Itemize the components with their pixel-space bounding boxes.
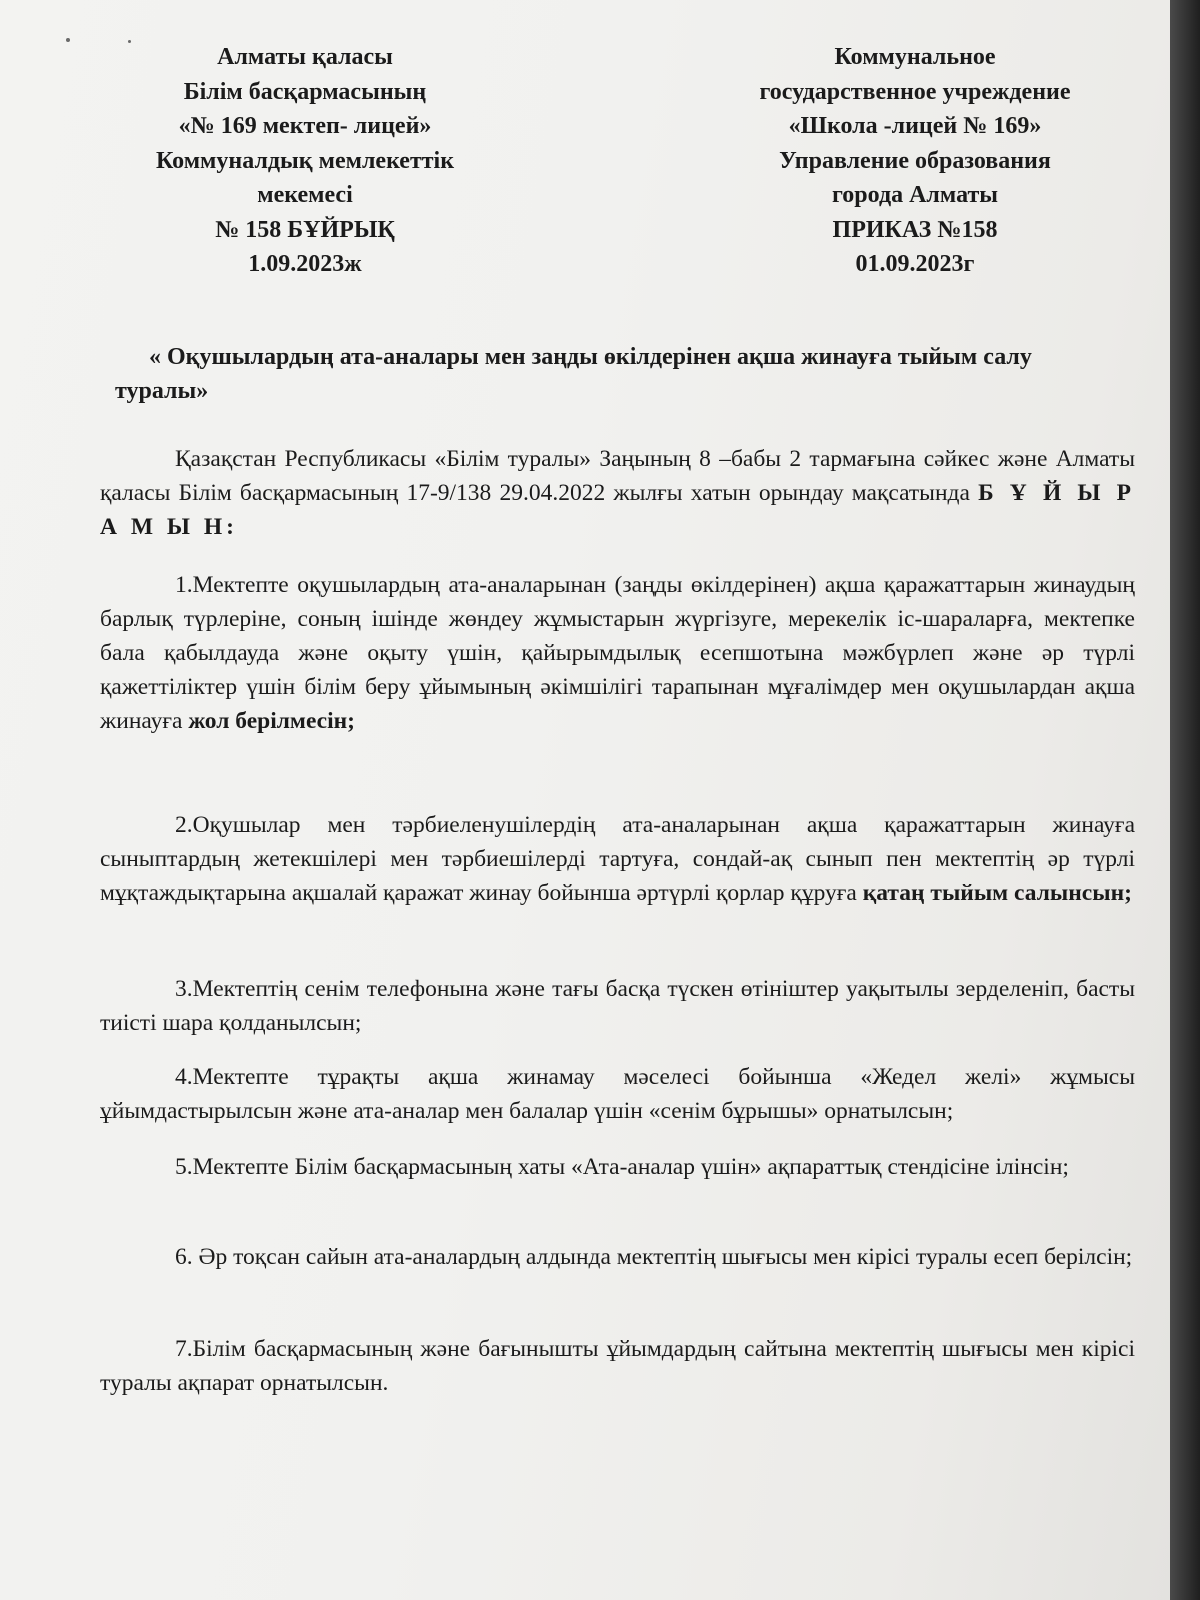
header-left-line: Алматы қаласы [217,44,393,70]
order-item-7 [100,1332,1135,1400]
order-number-kz: № 158 БҰЙРЫҚ [215,216,395,243]
header-right-line: города Алматы [832,182,998,208]
preamble-text: Қазақстан Республикасы «Білім туралы» Заңының 8 –бабы 2 тармағына сәйкес және Алматы қаласы Білім басқармасының 17-9/138 29.04.2022 жылғы хатын орындау мақсатында [100,446,1135,506]
header-left-line: Білім басқармасының [183,78,427,105]
header-russian [700,40,1130,282]
document-title: « Оқушылардың ата-аналары мен заңды өкілдерінен ақша жинауға тыйым салу туралы» [115,344,1032,404]
header-right-line: Коммунальное [834,44,996,70]
order-item-emphasis: жол берілмесін; [188,708,355,734]
order-item-4 [100,1060,1135,1128]
background-edge [1170,0,1200,1600]
order-number-ru: ПРИКАЗ №158 [832,216,998,243]
order-item-text: 2.Оқушылар мен тәрбиеленушілердің ата-аналарынан ақша қаражаттарын жинауға сыныптардың жетекшілері мен тәрбиешілерді тартуға, сондай-ақ сынып пен мектептің әр түрлі мұқтаждықтарына ақшалай қаражат жинау бойынша әртүрлі қорлар құруға [100,812,1135,906]
header-kazakh [95,40,515,282]
header-right-line: «Школа -лицей № 169» [788,113,1042,139]
header-right-line: Управление образования [779,147,1051,174]
header-right-line: государственное учреждение [759,78,1071,105]
order-item-text: 5.Мектепте Білім басқармасының хаты «Ата-аналар үшін» ақпараттық стендісіне ілінсін; [175,1154,1069,1180]
paper-speck [66,38,70,42]
order-item-6 [100,1240,1135,1274]
header-left-line: «№ 169 мектеп- лицей» [178,113,432,139]
header-left-line: Коммуналдық мемлекеттік [155,147,455,174]
header-left-line: мекемесі [257,182,353,208]
order-item-1 [100,568,1135,738]
order-item-text: 7.Білім басқармасының және бағынышты ұйымдардың сайтына мектептің шығысы мен кірісі туралы ақпарат орнатылсын. [100,1336,1135,1396]
order-item-3 [100,972,1135,1040]
order-date-ru: 01.09.2023г [855,251,975,277]
order-item-2 [100,808,1135,910]
order-item-text: 3.Мектептің сенім телефонына және тағы басқа түскен өтініштер уақытылы зерделеніп, басты тиісті шара қолданылсын; [100,976,1135,1036]
order-item-5 [100,1150,1135,1184]
order-date-kz: 1.09.2023ж [248,251,362,277]
order-keyword: Б Ұ Й Ы Р А М Ы Н: [100,480,1135,540]
order-item-text: 6. Әр тоқсан сайын ата-аналардың алдында мектептің шығысы мен кірісі туралы есеп берілсін; [175,1244,1133,1270]
preamble-paragraph [100,442,1135,544]
order-item-text: 4.Мектепте тұрақты ақша жинамау мәселесі бойынша «Жедел желі» жұмысы ұйымдастырылсын және ата-аналар мен балалар үшін «сенім бұрышы» орнатылсын; [100,1064,1135,1124]
order-item-emphasis: қатаң тыйым салынсын; [862,880,1132,906]
order-item-text: 1.Мектепте оқушылардың ата-аналарынан (заңды өкілдерінен) ақша қаражаттарын жинаудың барлық түрлеріне, соның ішінде жөндеу жұмыстарын жүргізуге, мерекелік іс-шараларға, мектепке бала қабылдауда және оқыту үшін, қайырымдылық есепшотына мәжбүрлеп және әр түрлі қажеттіліктер үшін білім беру ұйымының әкімшілігі тарапынан мұғалімдер мен оқушылардан ақша жинауға [100,572,1135,734]
